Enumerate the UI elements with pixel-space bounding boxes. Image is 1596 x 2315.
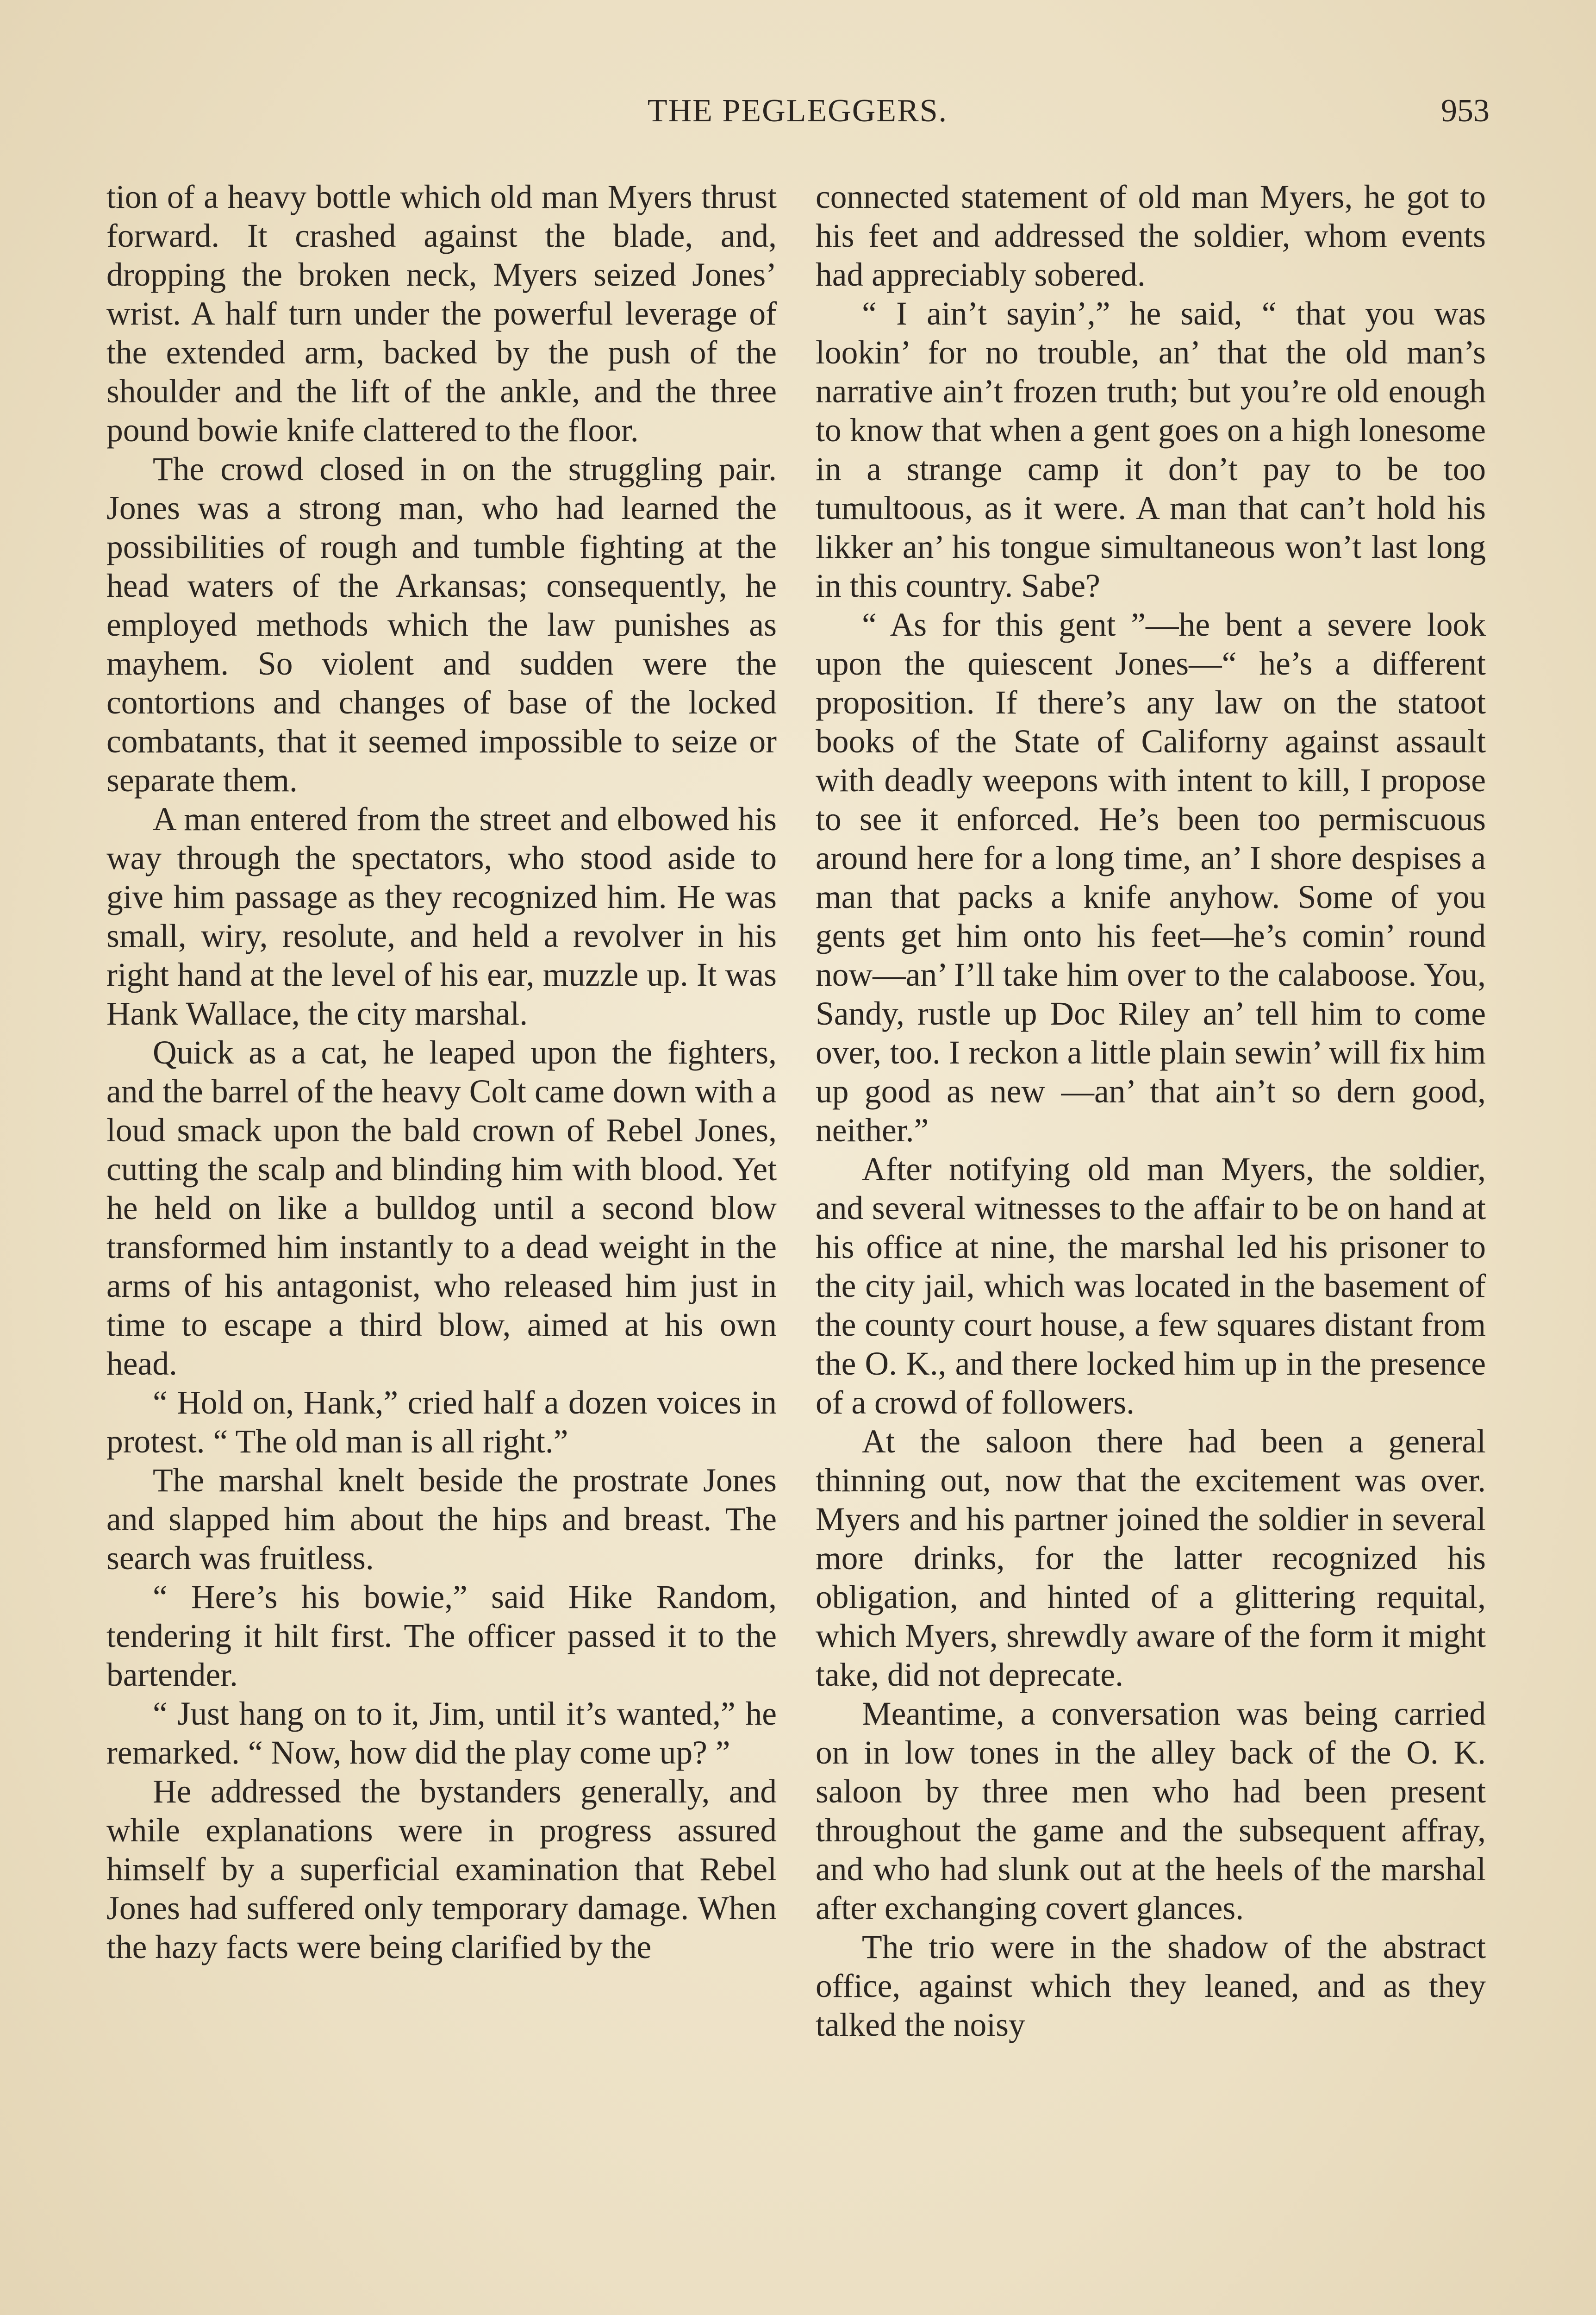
paragraph: “ I ain’t sayin’,” he said, “ that you was lookin’ for no trouble, an’ that the old man’s narrative ain’t frozen truth; but you’re old enough to know that when a gent goes on a high lonesome in a strange camp it don’t pay to be too tumultoous, as it were. A man that can’t hold his likker an’ his tongue simultaneous won’t last long in this country. Sabe? [816,295,1486,604]
right-column [816,178,1486,2045]
paragraph: Meantime, a conversation was being carried on in low tones in the alley back of the O. K. saloon by three men who had been present throughout the game and the subsequent affray, and who had slunk out at the heels of the marshal after exchanging covert glances. [816,1696,1486,1927]
paragraph: tion of a heavy bottle which old man Myers thrust forward. It crashed against the blade, and, dropping the broken neck, Myers seized Jones’ wrist. A half turn under the powerful leverage of the extended arm, backed by the push of the shoulder and the lift of the ankle, and the three pound bowie knife clattered to the floor. [106,179,777,449]
paragraph: “ Here’s his bowie,” said Hike Random, tendering it hilt first. The officer passed it to the bartender. [106,1579,777,1693]
paragraph: “ Just hang on to it, Jim, until it’s wanted,” he remarked. “ Now, how did the play come up? ” [106,1696,777,1771]
paragraph: A man entered from the street and elbowed his way through the spectators, who stood aside to give him passage as they recognized him. He was small, wiry, resolute, and held a revolver in his right hand at the level of his ear, muzzle up. It was Hank Wallace, the city marshal. [106,801,777,1032]
paragraph: connected statement of old man Myers, he got to his feet and addressed the soldier, whom events had appreciably sobered. [816,179,1486,293]
left-column [106,178,777,1967]
paragraph: “ As for this gent ”—he bent a severe look upon the quiescent Jones—“ he’s a different proposition. If there’s any law on the statoot books of the State of Californy against assault with deadly weepons with intent to kill, I propose to see it enforced. He’s been too permiscuous around here for a long time, an’ I shore despises a man that packs a knife anyhow. Some of you gents get him onto his feet—he’s comin’ round now—an’ I’ll take him over to the calaboose. You, Sandy, rustle up Doc Riley an’ tell him to come over, too. I reckon a little plain sewin’ will fix him up good as new —an’ that ain’t so dern good, neither.” [816,607,1486,1149]
page-header [106,93,1490,148]
paragraph: After notifying old man Myers, the soldier, and several witnesses to the affair to be on hand at his office at nine, the marshal led his prisoner to the city jail, which was located in the basement of the county court house, a few squares distant from the O. K., and there locked him up in the presence of a crowd of followers. [816,1151,1486,1421]
running-title: THE PEGLEGGERS. [647,93,948,129]
paragraph: The marshal knelt beside the prostrate Jones and slapped him about the hips and breast. The search was fruitless. [106,1462,777,1577]
paragraph: The trio were in the shadow of the abstract office, against which they leaned, and as they talked the noisy [816,1929,1486,2043]
paragraph: The crowd closed in on the struggling pair. Jones was a strong man, who had learned the possibilities of rough and tumble fighting at the head waters of the Arkansas; consequently, he employed methods which the law punishes as mayhem. So violent and sudden were the contortions and changes of base of the locked combatants, that it seemed impossible to seize or separate them. [106,451,777,799]
paragraph: He addressed the bystanders generally, and while explanations were in progress assured himself by a superficial examination that Rebel Jones had suffered only temporary damage. When the hazy facts were being clarified by the [106,1773,777,1965]
paragraph: At the saloon there had been a general thinning out, now that the excitement was over. Myers and his partner joined the soldier in several more drinks, for the latter recognized his obligation, and hinted of a glittering requital, which Myers, shrewdly aware of the form it might take, did not deprecate. [816,1423,1486,1693]
paragraph: Quick as a cat, he leaped upon the fighters, and the barrel of the heavy Colt came down with a loud smack upon the bald crown of Rebel Jones, cutting the scalp and blinding him with blood. Yet he held on like a bulldog until a second blow transformed him instantly to a dead weight in the arms of his antagonist, who released him just in time to escape a third blow, aimed at his own head. [106,1034,777,1382]
page-number: 953 [1441,93,1490,129]
paragraph: “ Hold on, Hank,” cried half a dozen voices in protest. “ The old man is all right.” [106,1384,777,1460]
